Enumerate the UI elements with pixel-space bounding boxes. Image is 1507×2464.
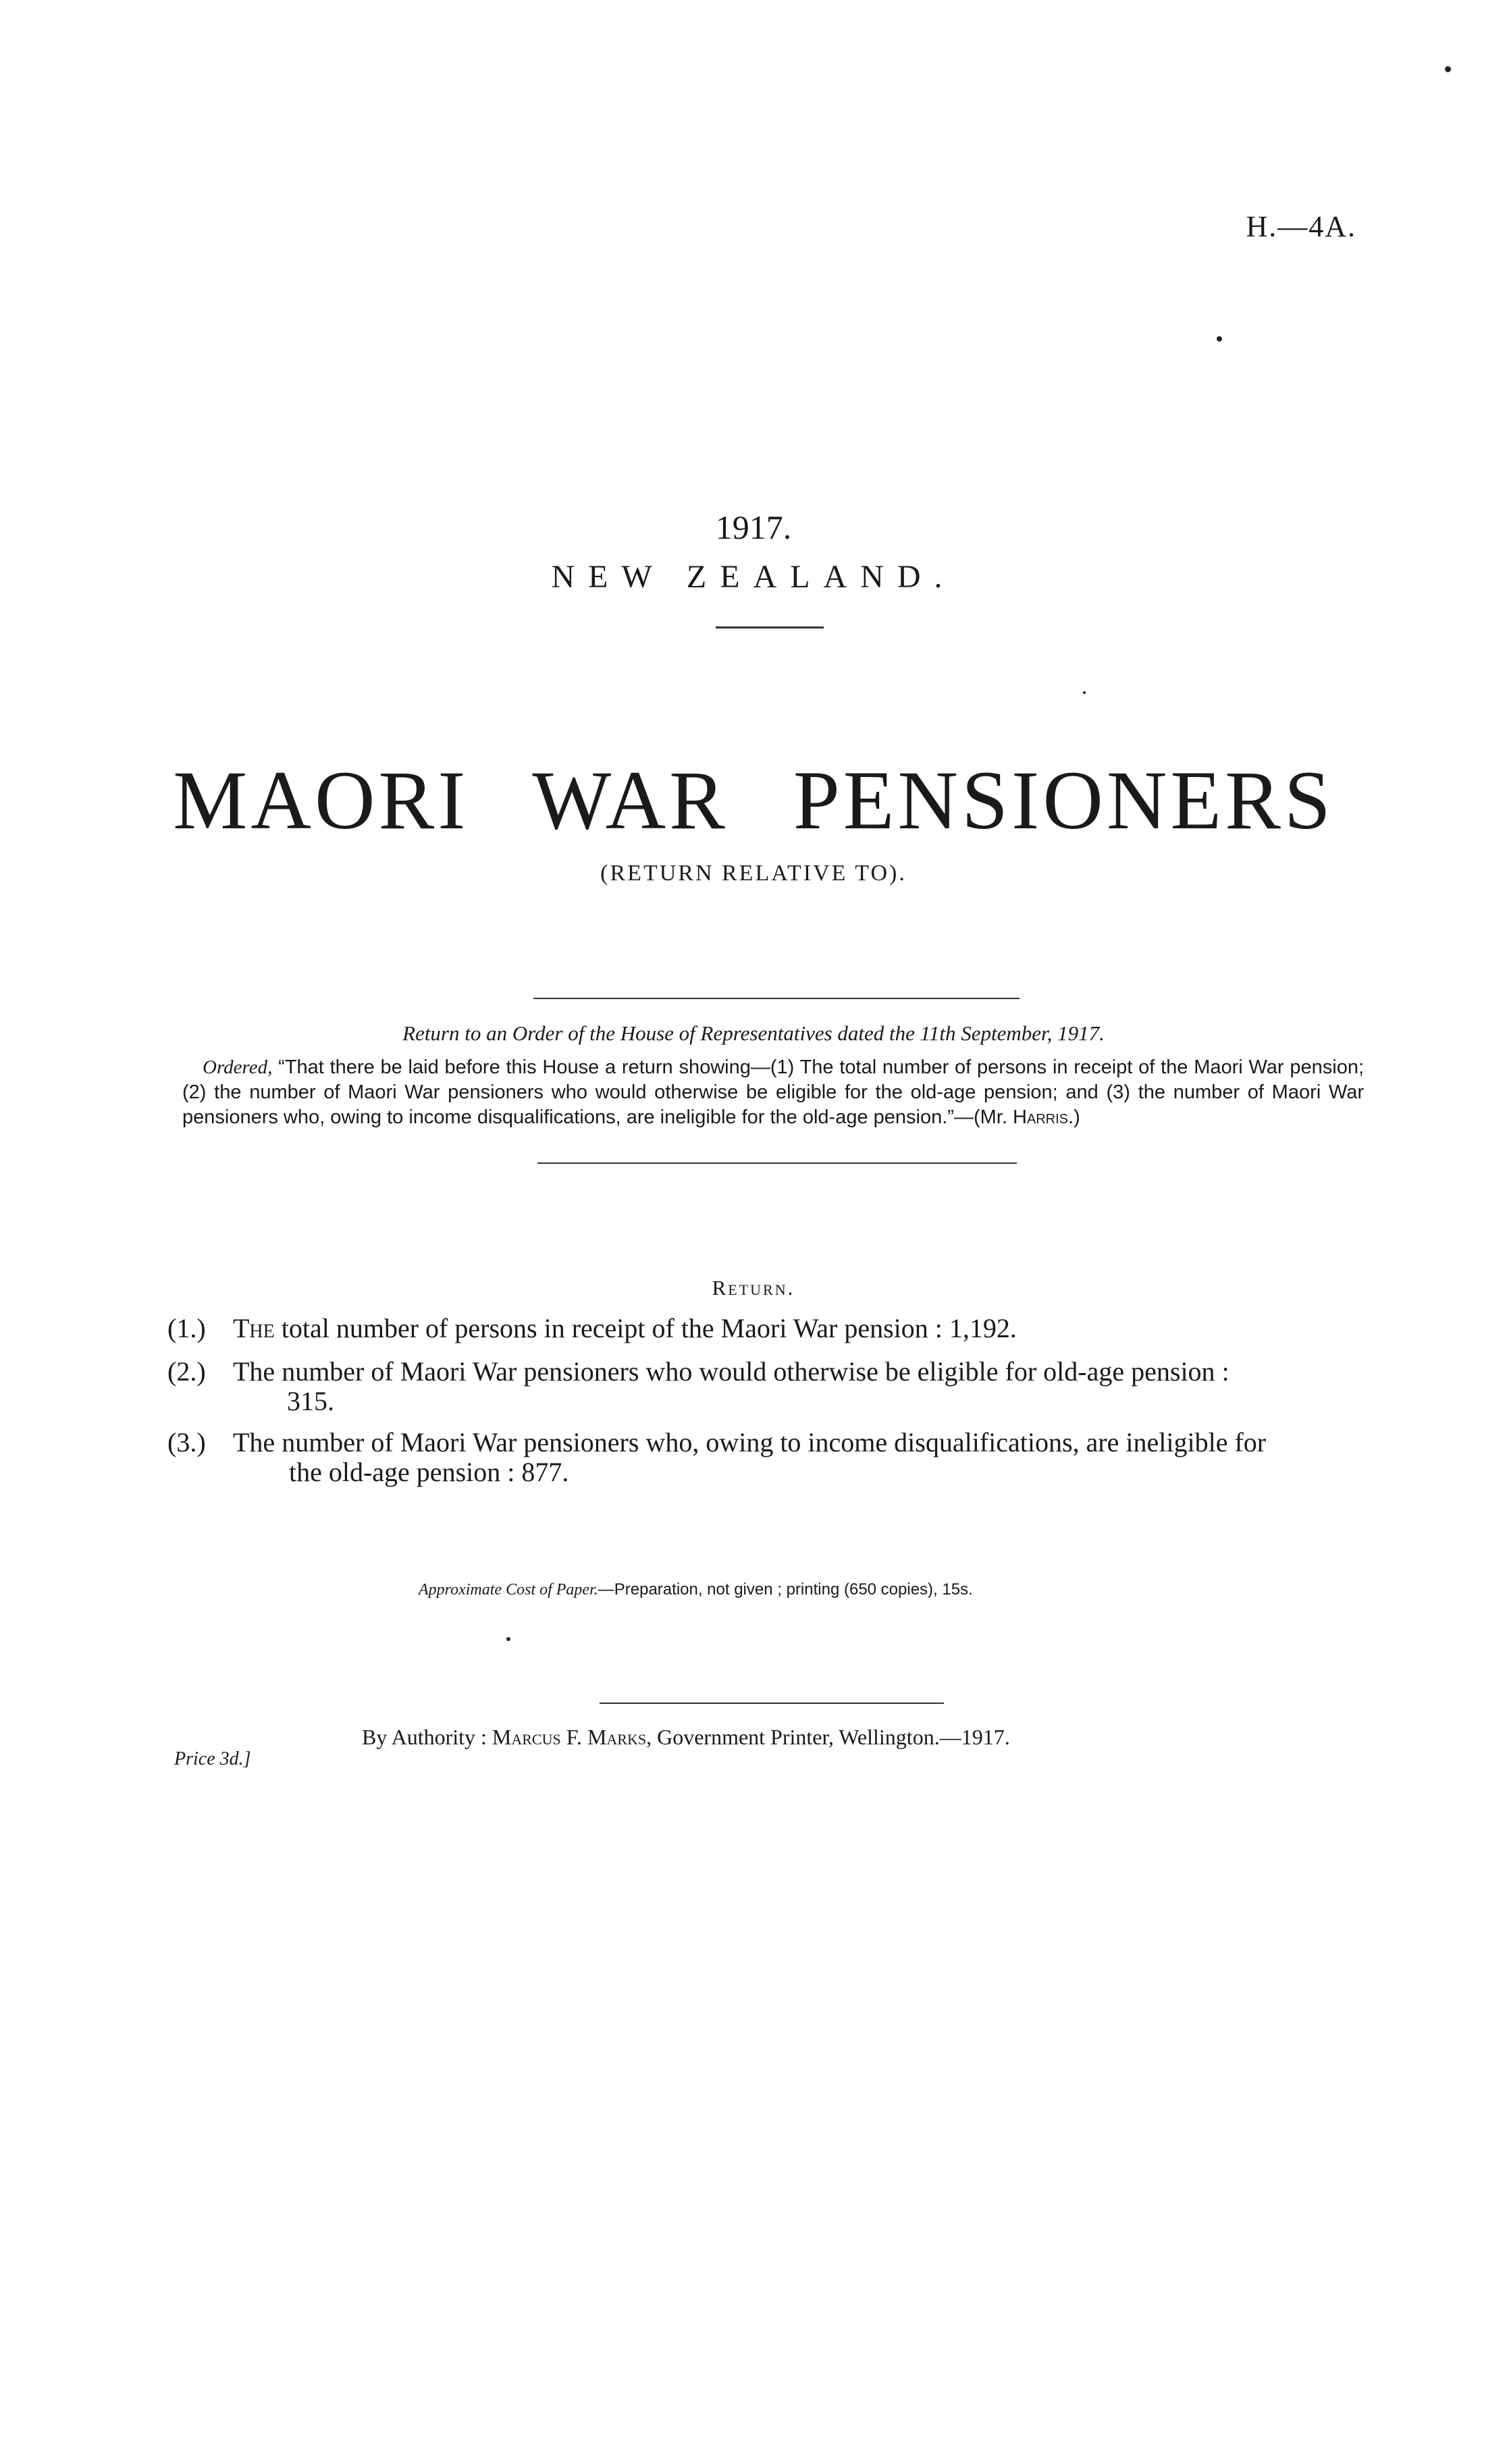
- mover-name: Harris: [1012, 1106, 1069, 1128]
- return-item: [167, 1314, 1363, 1343]
- item-number: (1.): [167, 1313, 206, 1343]
- printer-name: Marcus F. Marks: [492, 1725, 647, 1749]
- scan-speck: [1445, 66, 1451, 72]
- item-number: (3.): [167, 1427, 206, 1457]
- divider: [537, 1162, 1017, 1164]
- printer-authority: [362, 1725, 1010, 1750]
- item-number: (2.): [167, 1356, 206, 1387]
- document-title: MAORI WAR PENSIONERS: [173, 754, 1334, 847]
- divider: [533, 998, 1020, 999]
- return-item: [167, 1357, 1363, 1416]
- divider: [716, 626, 824, 628]
- divider: [600, 1703, 944, 1704]
- authority-suffix: , Government Printer, Wellington.—1917.: [646, 1725, 1010, 1749]
- cost-of-paper: [419, 1580, 973, 1599]
- scan-speck: [1217, 336, 1222, 342]
- item-continuation: 315.: [287, 1386, 334, 1416]
- year: 1917.: [715, 508, 792, 546]
- item-text: total number of persons in receipt of the Maori War pension : 1,192.: [274, 1313, 1017, 1343]
- country: NEW ZEALAND.: [551, 559, 956, 595]
- return-item: [167, 1428, 1363, 1487]
- item-text: The number of Maori War pensioners who would otherwise be eligible for old-age pension :: [233, 1356, 1230, 1387]
- ordered-label: Ordered,: [203, 1056, 273, 1078]
- authority-prefix: By Authority :: [362, 1725, 492, 1749]
- cost-label: Approximate Cost of Paper.: [419, 1581, 598, 1599]
- return-order-line: Return to an Order of the House of Representatives dated the 11th September, 1917.: [402, 1021, 1105, 1045]
- item-lead: The: [233, 1313, 275, 1343]
- paper-code: H.—4A.: [1246, 210, 1356, 243]
- ordered-closing: .): [1068, 1106, 1080, 1128]
- return-heading: Return.: [712, 1276, 795, 1300]
- item-text: The number of Maori War pensioners who, owing to income disqualifications, are ineligible for: [233, 1427, 1267, 1457]
- item-continuation: the old-age pension : 877.: [289, 1457, 569, 1487]
- ordered-text: “That there be laid before this House a return showing—(1) The total number of persons in receipt of the Maori War pension; (2) the number of Maori War pensioners who would otherwise be eligible for the old-age pension; and (3) the number of Maori War pensioners who, owing to income disqualifications, are ineligible for the old-age pension.”—(Mr.: [182, 1056, 1365, 1128]
- ordered-paragraph: [182, 1055, 1364, 1130]
- scan-speck: [506, 1637, 510, 1641]
- document-subtitle: (RETURN RELATIVE TO).: [600, 861, 907, 886]
- cost-text: —Preparation, not given ; printing (650 copies), 15s.: [598, 1580, 973, 1599]
- scan-speck: [1083, 691, 1086, 694]
- price: Price 3d.]: [174, 1748, 251, 1769]
